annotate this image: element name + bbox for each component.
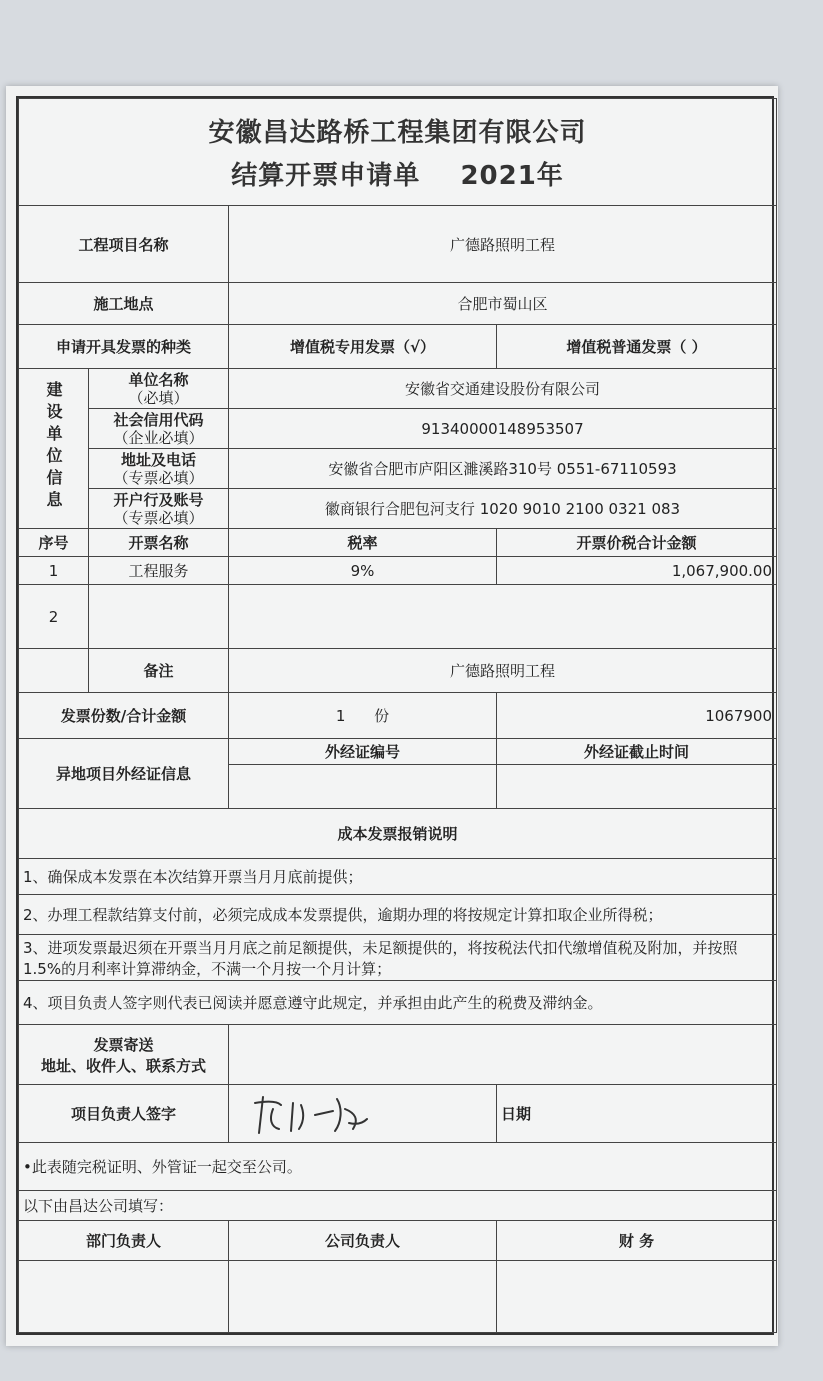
company-head-label: 公司负责人 (229, 1221, 497, 1261)
invoice-count-unit: 份 (374, 707, 390, 725)
builder-name-sub: （必填） (128, 388, 189, 407)
address-phone-label: 地址及电话 (120, 450, 196, 469)
remote-cert-label: 异地项目外经证信息 (19, 739, 229, 809)
dept-head-label: 部门负责人 (19, 1221, 229, 1261)
cert-no-value (229, 765, 497, 809)
dept-head-signature (19, 1261, 229, 1333)
remark-label: 备注 (89, 649, 229, 693)
special-invoice-option: 增值税专用发票（√） (229, 325, 497, 369)
builder-row-label (89, 449, 229, 489)
company-fill-note: 以下由昌达公司填写： (19, 1191, 777, 1221)
totals-label: 发票份数/合计金额 (19, 693, 229, 739)
date-label: 日期 (497, 1085, 777, 1143)
item-name (89, 585, 229, 649)
bank-account-label: 开户行及账号 (113, 490, 204, 509)
item-amount: 1,067,900.00 (497, 557, 777, 585)
address-phone-sub: （专票必填） (113, 468, 204, 487)
note-item: 2、办理工程款结算支付前，必须完成成本发票提供，逾期办理的将按规定计算扣取企业所得税； (19, 895, 777, 935)
mailing-label (19, 1025, 229, 1085)
builder-name-label: 单位名称 (128, 370, 189, 389)
note-item: 4、项目负责人签字则代表已阅读并愿意遵守此规定，并承担由此产生的税费及滞纳金。 (19, 981, 777, 1025)
items-header-amount: 开票价税合计金额 (497, 529, 777, 557)
company-head-signature (229, 1261, 497, 1333)
item-blank-cell (229, 585, 777, 649)
total-amount: 1067900 (497, 693, 777, 739)
items-header-name: 开票名称 (89, 529, 229, 557)
form-title (23, 155, 772, 192)
form-paper (6, 86, 778, 1346)
finance-signature (497, 1261, 777, 1333)
project-name-label: 工程项目名称 (19, 206, 229, 283)
items-header-rate: 税率 (229, 529, 497, 557)
credit-code-value: 91340000148953507 (229, 409, 777, 449)
item-rate: 9% (229, 557, 497, 585)
mailing-value (229, 1025, 777, 1085)
credit-code-sub: （企业必填） (113, 428, 204, 447)
finance-label: 财 务 (497, 1221, 777, 1261)
project-name-value: 广德路照明工程 (229, 206, 777, 283)
address-phone-value: 安徽省合肥市庐阳区濉溪路310号 0551-67110593 (229, 449, 777, 489)
item-no: 2 (19, 585, 89, 649)
handwritten-signature (233, 1089, 383, 1139)
item-no: 1 (19, 557, 89, 585)
builder-group-label (19, 369, 89, 529)
site-value: 合肥市蜀山区 (229, 283, 777, 325)
bank-account-sub: （专票必填） (113, 508, 204, 527)
builder-row-label (89, 409, 229, 449)
bank-account-value: 徽商银行合肥包河支行 1020 9010 2100 0321 083 (229, 489, 777, 529)
attachment-note: •此表随完税证明、外管证一起交至公司。 (19, 1143, 777, 1191)
builder-name-value: 安徽省交通建设股份有限公司 (229, 369, 777, 409)
item-name: 工程服务 (89, 557, 229, 585)
builder-group-text: 建设单位信息 (44, 380, 63, 513)
cert-no-label: 外经证编号 (229, 739, 497, 765)
remark-blank-cell (19, 649, 89, 693)
items-header-no: 序号 (19, 529, 89, 557)
invoice-type-label: 申请开具发票的种类 (19, 325, 229, 369)
company-name: 安徽昌达路桥工程集团有限公司 (208, 118, 587, 148)
signature-label: 项目负责人签字 (19, 1085, 229, 1143)
site-label: 施工地点 (19, 283, 229, 325)
cert-deadline-label: 外经证截止时间 (497, 739, 777, 765)
form-year: 2021年 (460, 161, 564, 191)
mailing-label-line2: 地址、收件人、联系方式 (40, 1056, 206, 1075)
invoice-count (229, 693, 497, 739)
note-item: 1、确保成本发票在本次结算开票当月月底前提供； (19, 859, 777, 895)
notes-title: 成本发票报销说明 (19, 809, 777, 859)
form-title-block (19, 99, 777, 206)
form-title-text: 结算开票申请单 (231, 161, 421, 191)
mailing-label-line1: 发票寄送 (93, 1035, 154, 1054)
normal-invoice-option: 增值税普通发票（ ） (497, 325, 777, 369)
note-item: 3、进项发票最迟须在开票当月月底之前足额提供，未足额提供的，将按税法代扣代缴增值税及附加，并按照1.5%的月利率计算滞纳金，不满一个月按一个月计算； (19, 935, 777, 981)
remark-value: 广德路照明工程 (229, 649, 777, 693)
cert-deadline-value (497, 765, 777, 809)
invoice-count-value: 1 (335, 707, 346, 725)
invoice-application-form (16, 96, 774, 1335)
signature-image (229, 1085, 497, 1143)
builder-row-label (89, 369, 229, 409)
builder-row-label (89, 489, 229, 529)
credit-code-label: 社会信用代码 (113, 410, 204, 429)
